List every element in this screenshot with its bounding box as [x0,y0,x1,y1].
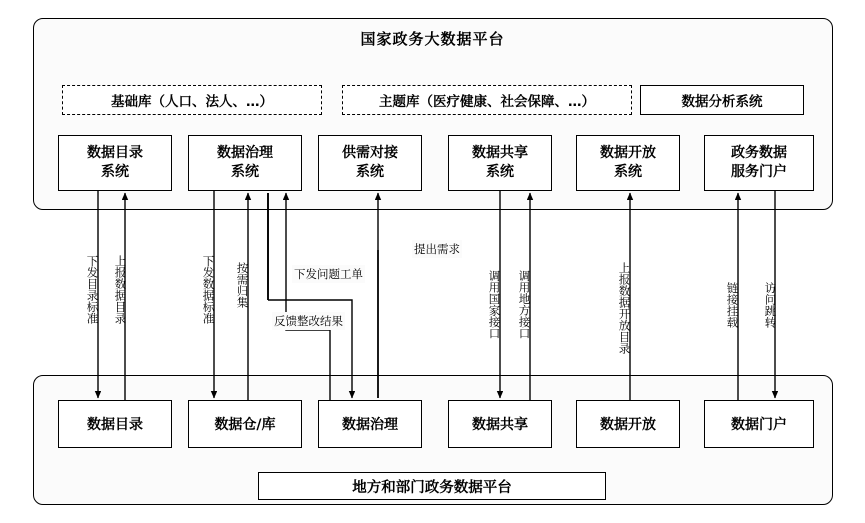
label-submit-demand: 提出需求 [414,242,460,256]
label-report-data-catalog: 上报数据目录 [113,255,128,324]
sharing-system-label-2: 系统 [486,164,514,180]
data-sharing-box[interactable]: 数据共享 [448,400,552,448]
theme-library-box: 主题库（医疗健康、社会保障、…） [342,85,632,115]
service-portal-label-1: 政务数据 [731,145,787,162]
data-catalog-box[interactable]: 数据目录 [58,400,172,448]
label-call-national-api: 调用国家接口 [487,270,502,339]
data-governance-box[interactable]: 数据治理 [318,400,422,448]
open-system-label-2: 系统 [614,164,642,180]
label-link-mount: 链接挂载 [725,282,740,328]
open-system-box[interactable] [576,135,680,191]
analysis-system-box: 数据分析系统 [640,85,804,115]
governance-system-label-1: 数据治理 [217,145,273,162]
data-open-box[interactable]: 数据开放 [576,400,680,448]
label-report-open-catalog: 上报数据开放目录 [617,262,632,354]
sharing-system-label-1: 数据共享 [472,145,528,162]
label-access-jump: 访问跳转 [763,282,778,328]
label-feedback-rectification: 反馈整改结果 [274,314,343,328]
data-warehouse-box[interactable]: 数据仓/库 [188,400,302,448]
label-collect-on-demand: 按需归集 [235,262,250,308]
supply-demand-system-label-1: 供需对接 [342,145,398,162]
supply-demand-system-label-2: 系统 [356,164,384,180]
label-issue-data-standard: 下发数据标准 [201,255,216,324]
catalog-system-box[interactable] [58,135,172,191]
service-portal-box[interactable] [704,135,814,191]
sharing-system-box[interactable] [448,135,552,191]
label-issue-catalog-standard: 下发目录标准 [85,255,100,324]
page-title: 国家政务大数据平台 [360,30,505,48]
governance-system-label-2: 系统 [231,164,259,180]
open-system-label-1: 数据开放 [600,145,656,162]
supply-demand-system-box[interactable] [318,135,422,191]
service-portal-label-2: 服务门户 [731,164,787,180]
basic-library-box: 基础库（人口、法人、…） [62,85,322,115]
label-call-local-api: 调用地方接口 [517,270,532,339]
governance-system-box[interactable] [188,135,302,191]
catalog-system-label-1: 数据目录 [87,145,143,162]
catalog-system-label-2: 系统 [101,164,129,180]
label-issue-issue-order: 下发问题工单 [294,267,363,281]
local-platform-title-box: 地方和部门政务数据平台 [258,472,606,500]
data-portal-box[interactable]: 数据门户 [704,400,814,448]
